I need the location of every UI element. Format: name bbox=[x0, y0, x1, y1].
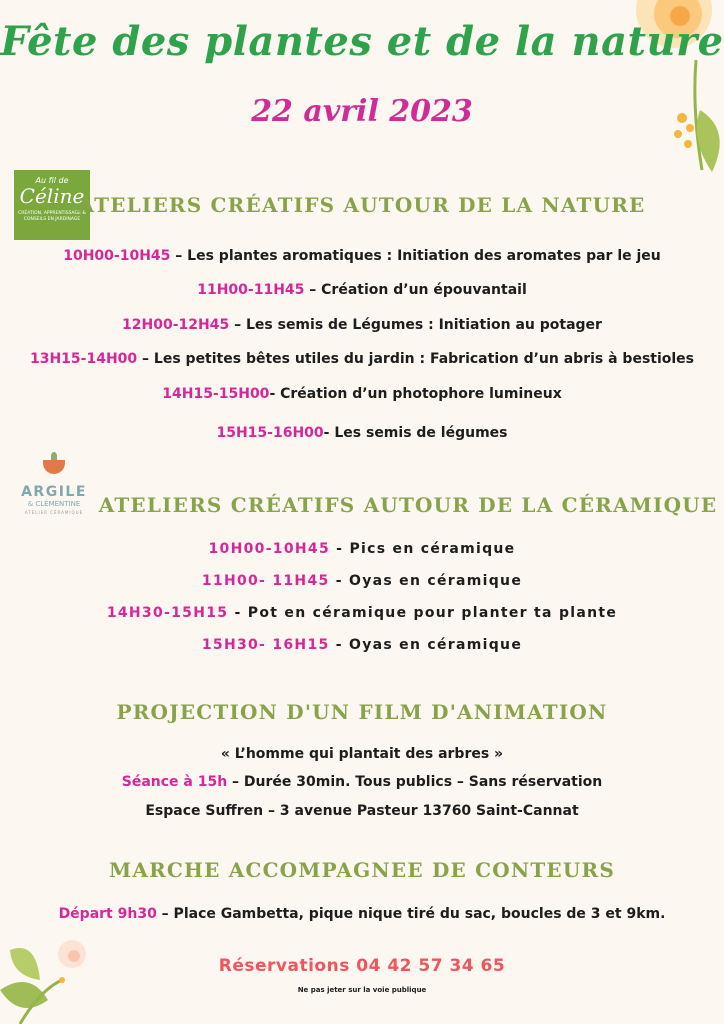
nature-item bbox=[0, 248, 724, 264]
ceramique-item-text: - Oyas en céramique bbox=[329, 637, 523, 653]
ceramique-item-time: 10H00-10H45 bbox=[208, 541, 330, 557]
nature-item-text: - Les semis de légumes bbox=[323, 425, 508, 441]
nature-item-text: - Création d’un photophore lumineux bbox=[269, 386, 562, 402]
marche-text: – Place Gambetta, pique nique tiré du sac, boucles de 3 et 9km. bbox=[156, 906, 666, 922]
ceramique-item-text: - Oyas en céramique bbox=[329, 573, 523, 589]
argile-logo-sub: & CLÉMENTINE bbox=[27, 500, 81, 508]
nature-item-time: 13H15-14H00 bbox=[29, 351, 138, 367]
nature-item-time: 12H00-12H45 bbox=[122, 317, 230, 333]
nature-item-time: 15H15-16H00 bbox=[216, 425, 324, 441]
nature-item-time: 10H00-10H45 bbox=[63, 248, 171, 264]
film-name: « L’homme qui plantait des arbres » bbox=[220, 746, 504, 762]
ceramique-item bbox=[0, 605, 724, 621]
nature-item-text: – Les plantes aromatiques : Initiation des aromates par le jeu bbox=[170, 248, 661, 264]
celine-logo-small: Au fil de bbox=[35, 176, 69, 185]
nature-item-time: 11H00-11H45 bbox=[197, 282, 305, 298]
ceramique-item-text: - Pics en céramique bbox=[330, 541, 516, 557]
nature-section-title: ATELIERS CRÉATIFS AUTOUR DE LA NATURE bbox=[78, 193, 646, 217]
ceramique-item-text: - Pot en céramique pour planter ta plante bbox=[228, 605, 618, 621]
ceramique-item-time: 11H00- 11H45 bbox=[201, 573, 330, 589]
marche-section-title: MARCHE ACCOMPAGNEE DE CONTEURS bbox=[109, 858, 615, 882]
event-date: 22 avril 2023 bbox=[251, 94, 473, 129]
ceramique-item bbox=[0, 573, 724, 589]
pot-icon bbox=[43, 460, 65, 474]
nature-item bbox=[0, 317, 724, 333]
marche-time: Départ 9h30 bbox=[58, 906, 157, 922]
nature-item bbox=[0, 351, 724, 367]
argile-logo-sub2: ATELIER CÉRAMIQUE bbox=[24, 510, 84, 515]
ceramique-item bbox=[0, 637, 724, 653]
celine-logo-name: Céline bbox=[19, 184, 85, 208]
nature-item-text: – Les semis de Légumes : Initiation au potager bbox=[229, 317, 602, 333]
argile-logo bbox=[14, 458, 94, 528]
ceramique-item-time: 15H30- 16H15 bbox=[201, 637, 330, 653]
film-session-text: – Durée 30min. Tous publics – Sans réservation bbox=[227, 774, 603, 790]
nature-item bbox=[0, 425, 724, 441]
film-section-title: PROJECTION D'UN FILM D'ANIMATION bbox=[116, 700, 608, 724]
nature-item-text: – Les petites bêtes utiles du jardin : Fabrication d’un abris à bestioles bbox=[137, 351, 695, 367]
ceramique-item-time: 14H30-15H15 bbox=[106, 605, 229, 621]
reservations-phone: Réservations 04 42 57 34 65 bbox=[218, 956, 506, 976]
argile-logo-name: ARGILE bbox=[21, 484, 87, 500]
nature-item bbox=[0, 282, 724, 298]
marche-item bbox=[0, 906, 724, 922]
footer-note: Ne pas jeter sur la voie publique bbox=[297, 986, 427, 994]
page-title: Fête des plantes et de la nature bbox=[0, 18, 724, 65]
nature-item-time: 14H15-15H00 bbox=[162, 386, 270, 402]
film-session bbox=[0, 774, 724, 790]
film-session-time: Séance à 15h bbox=[121, 774, 228, 790]
celine-logo-tagline: CRÉATION, APPRENTISSAGE & CONSEILS EN JARDINAGE bbox=[18, 211, 86, 222]
ceramique-item bbox=[0, 541, 724, 557]
film-place: Espace Suffren – 3 avenue Pasteur 13760 Saint-Cannat bbox=[145, 803, 579, 819]
nature-item-text: – Création d’un épouvantail bbox=[304, 282, 527, 298]
nature-item bbox=[0, 386, 724, 402]
ceramique-section-title: ATELIERS CRÉATIFS AUTOUR DE LA CÉRAMIQUE bbox=[98, 493, 718, 517]
